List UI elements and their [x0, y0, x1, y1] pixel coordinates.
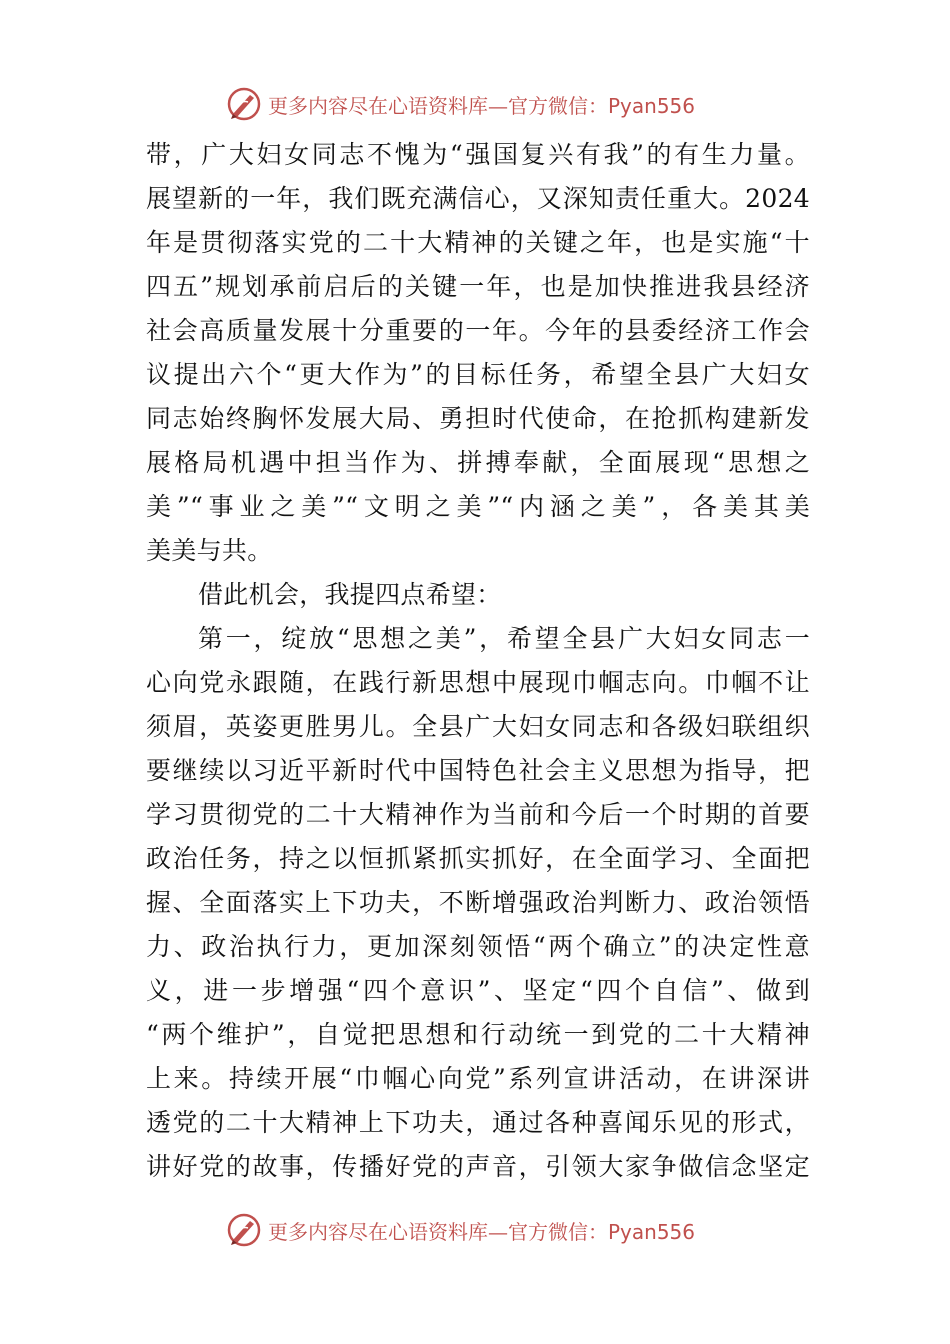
text-line: 讲好党的故事，传播好党的声音，引领大家争做信念坚定	[146, 1152, 810, 1181]
pen-logo-icon	[226, 86, 262, 122]
text-line: 要继续以习近平新时代中国特色社会主义思想为指导，把	[146, 756, 810, 785]
watermark-text: 更多内容尽在心语资料库—官方微信：Pyan556	[268, 93, 696, 118]
text-line: 展格局机遇中担当作为、拼搏奉献，全面展现“思想之	[146, 448, 810, 477]
text-line: 力、政治执行力，更加深刻领悟“两个确立”的决定性意	[146, 932, 810, 961]
text-line: 社会高质量发展十分重要的一年。今年的县委经济工作会	[146, 316, 810, 345]
watermark-text: 更多内容尽在心语资料库—官方微信：Pyan556	[268, 1219, 696, 1244]
text-line: 美美与共。	[146, 536, 273, 565]
text-line: 同志始终胸怀发展大局、勇担时代使命，在抢抓构建新发	[146, 404, 810, 433]
text-line: “两个维护”，自觉把思想和行动统一到党的二十大精神	[146, 1020, 810, 1049]
text-line: 义，进一步增强“四个意识”、坚定“四个自信”、做到	[146, 976, 810, 1005]
text-line: 上来。持续开展“巾帼心向党”系列宣讲活动，在讲深讲	[146, 1064, 810, 1093]
text-line: 学习贯彻党的二十大精神作为当前和今后一个时期的首要	[146, 800, 810, 829]
text-line: 政治任务，持之以恒抓紧抓实抓好，在全面学习、全面把	[146, 844, 810, 873]
text-line: 四五”规划承前启后的关键一年，也是加快推进我县经济	[146, 272, 810, 301]
header-watermark	[226, 84, 695, 124]
text-line: 握、全面落实上下功夫，不断增强政治判断力、政治领悟	[146, 888, 810, 917]
text-line: 借此机会，我提四点希望：	[198, 580, 502, 609]
pen-logo-icon	[226, 1212, 262, 1248]
text-line: 美”“事业之美”“文明之美”“内涵之美”，各美其美	[146, 492, 810, 521]
text-line: 心向党永跟随，在践行新思想中展现巾帼志向。巾帼不让	[146, 668, 810, 697]
text-line: 年是贯彻落实党的二十大精神的关键之年，也是实施“十	[146, 228, 810, 257]
text-line: 展望新的一年，我们既充满信心，又深知责任重大。2024	[146, 184, 810, 213]
footer-watermark	[226, 1210, 695, 1250]
text-line: 议提出六个“更大作为”的目标任务，希望全县广大妇女	[146, 360, 810, 389]
document-body	[146, 133, 810, 1189]
text-line: 第一，绽放“思想之美”，希望全县广大妇女同志一	[198, 624, 810, 653]
text-line: 须眉，英姿更胜男儿。全县广大妇女同志和各级妇联组织	[146, 712, 810, 741]
text-line: 带，广大妇女同志不愧为“强国复兴有我”的有生力量。	[146, 140, 810, 169]
text-line: 透党的二十大精神上下功夫，通过各种喜闻乐见的形式，	[146, 1108, 810, 1137]
